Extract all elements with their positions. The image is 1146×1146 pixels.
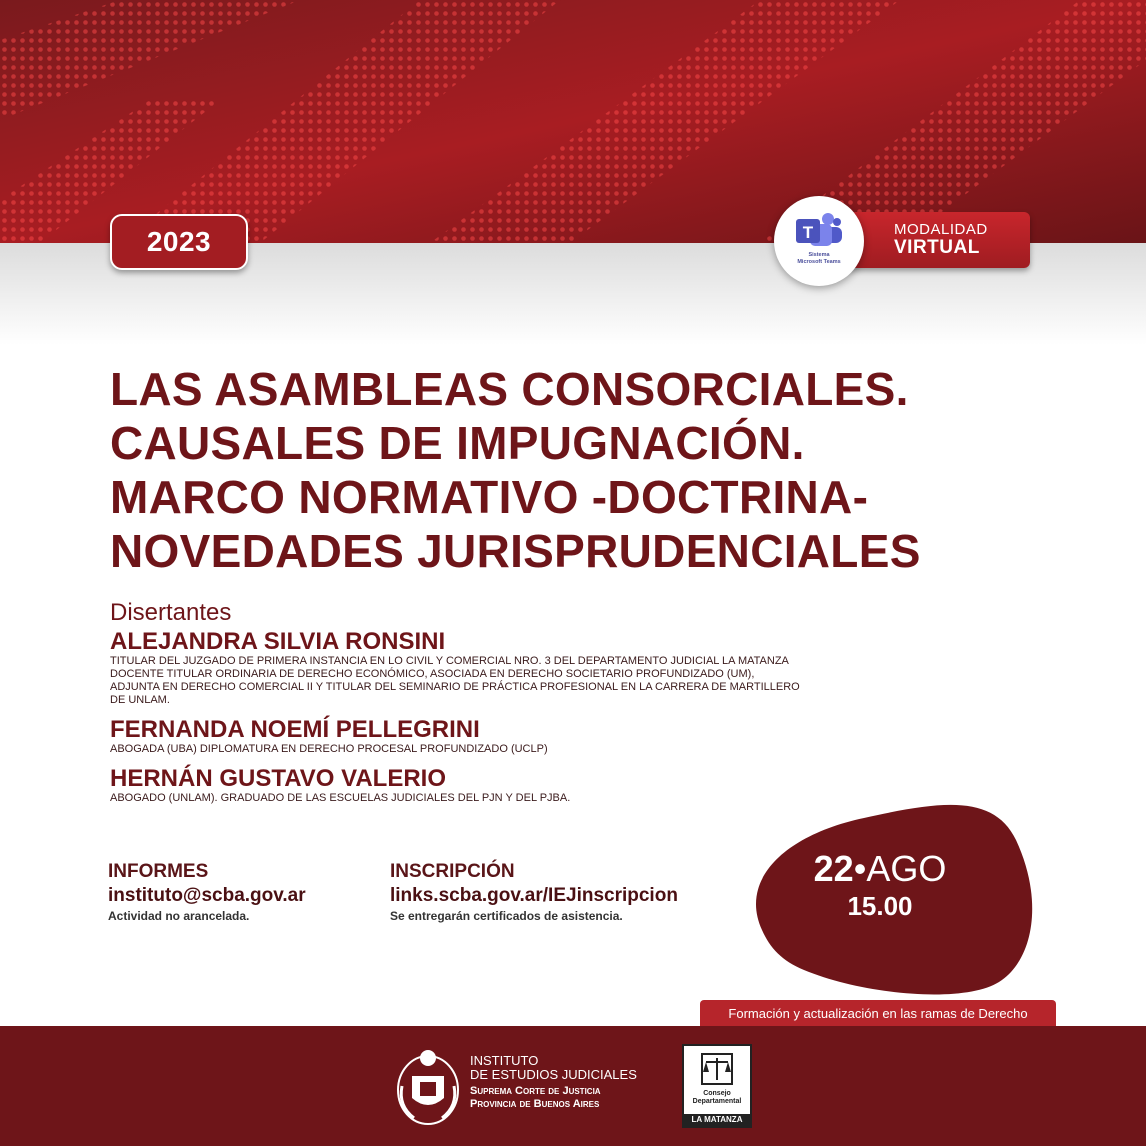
inscripcion-block <box>390 860 678 924</box>
informes-heading: INFORMES <box>108 861 209 882</box>
title-line: CAUSALES DE IMPUGNACIÓN. <box>110 417 805 469</box>
date-month: AGO <box>866 848 947 889</box>
title-line: LAS ASAMBLEAS CONSORCIALES. <box>110 363 909 415</box>
inscripcion-heading: INSCRIPCIÓN <box>390 861 515 882</box>
modalidad-badge <box>838 212 1030 268</box>
institute-line: DE ESTUDIOS JUDICIALES <box>470 1067 637 1082</box>
title-line: NOVEDADES JURISPRUDENCIALES <box>110 525 921 577</box>
title-line: MARCO NORMATIVO -DOCTRINA- <box>110 471 869 523</box>
institute-name <box>470 1054 637 1111</box>
informes-note: Actividad no arancelada. <box>108 909 250 923</box>
speakers-label: Disertantes <box>110 599 232 626</box>
speaker-description: TITULAR DEL JUZGADO DE PRIMERA INSTANCIA EN LO CIVIL Y COMERCIAL NRO. 3 DEL DEPARTAMENTO JUDICIAL LA MATANZA DOCENTE TITULAR ORDINARIA DE DERECHO ECONÓMICO, ASOCIADA EN DERECHO SOCIETARIO PROFUNDIZADO (UM), ADJUNTA EN DERECHO COMERCIAL II Y TITULAR DEL SEMINARIO DE PRÁCTICA PROFESIONAL EN LA CARRERA DE MARTILLERO DE UNLAM. <box>110 655 800 706</box>
scales-of-justice-icon <box>684 1050 750 1090</box>
speaker-name: ALEJANDRA SILVIA RONSINI <box>110 628 446 655</box>
header-banner <box>0 0 1146 345</box>
institute-line: INSTITUTO <box>470 1053 539 1068</box>
speaker-description: ABOGADO (UNLAM). GRADUADO DE LAS ESCUELAS JUDICIALES DEL PJN Y DEL PJBA. <box>110 792 571 804</box>
date-day: 22 <box>813 848 854 889</box>
footer <box>0 1026 1146 1146</box>
svg-text:T: T <box>802 223 814 242</box>
teams-caption: Sistema Microsoft Teams <box>797 252 841 265</box>
speaker-description: ABOGADA (UBA) DIPLOMATURA EN DERECHO PROCESAL PROFUNDIZADO (UCLP) <box>110 743 548 755</box>
modalidad-label: MODALIDAD <box>894 221 988 238</box>
event-title <box>110 362 1090 578</box>
inscripcion-link[interactable]: links.scba.gov.ar/IEJinscripcion <box>390 885 678 906</box>
informes-email-link[interactable]: instituto@scba.gov.ar <box>108 885 306 906</box>
court-line: Provincia de Buenos Aires <box>470 1098 600 1110</box>
event-time: 15.00 <box>847 891 913 921</box>
consejo-logo <box>682 1044 752 1128</box>
consejo-location: LA MATANZA <box>684 1114 750 1126</box>
modalidad-value: VIRTUAL <box>894 237 980 258</box>
speaker-name: HERNÁN GUSTAVO VALERIO <box>110 765 447 792</box>
institute-emblem-icon <box>394 1046 462 1126</box>
formacion-tag: Formación y actualización en las ramas de Derecho <box>700 1000 1056 1026</box>
speakers-section <box>110 598 1010 814</box>
court-line: Suprema Corte de Justicia <box>470 1085 601 1097</box>
microsoft-teams-icon <box>794 210 844 250</box>
year-badge: 2023 <box>110 214 248 270</box>
consejo-label: Consejo Departamental <box>692 1090 742 1105</box>
event-date <box>780 848 980 922</box>
teams-badge <box>774 196 864 286</box>
date-separator-dot: • <box>853 848 867 889</box>
speaker-name: FERNANDA NOEMÍ PELLEGRINI <box>110 716 480 743</box>
inscripcion-note: Se entregarán certificados de asistencia. <box>390 909 623 923</box>
informes-block <box>108 860 306 924</box>
